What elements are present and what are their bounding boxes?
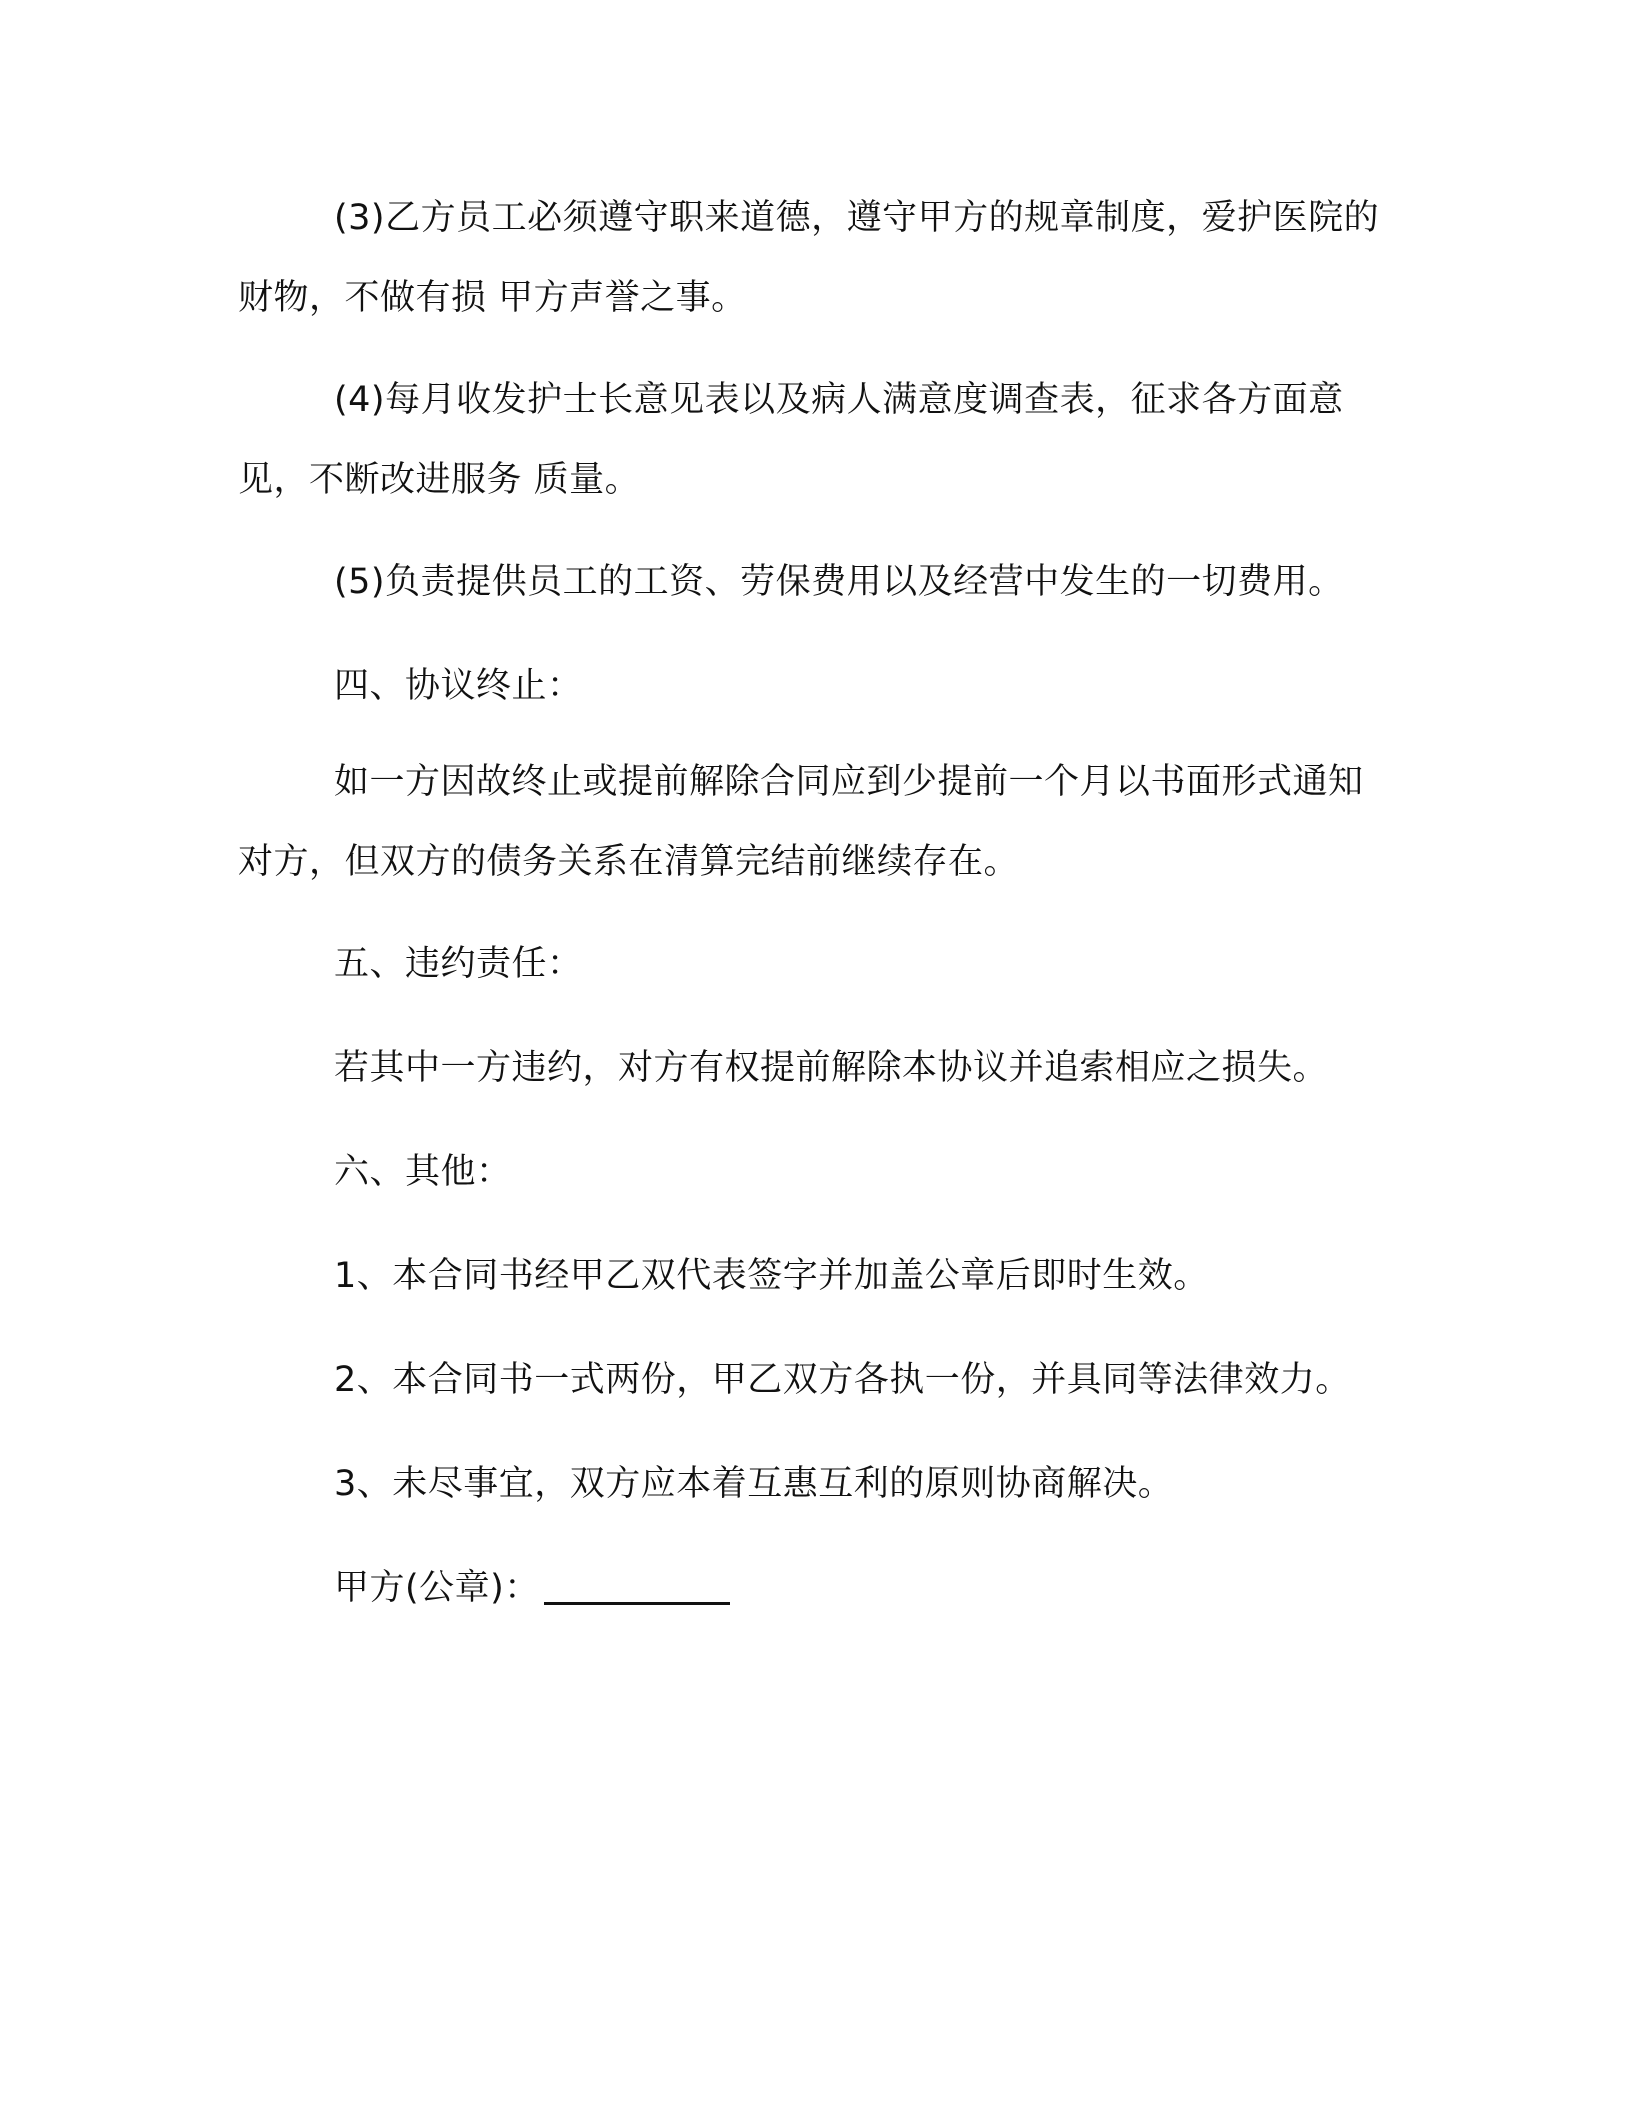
other-item-1: 1、本合同书经甲乙双代表签字并加盖公章后即时生效。 [334,1256,1209,1296]
other-item-3: 3、未尽事宜，双方应本着互惠互利的原则协商解决。 [334,1464,1174,1504]
signature-blank [544,1562,730,1605]
breach-paragraph: 若其中一方违约，对方有权提前解除本协议并追索相应之损失。 [334,1048,1329,1088]
clause-3-paragraph: (3)乙方员工必须遵守职来道德，遵守甲方的规章制度，爱护医院的财物，不做有损 甲方声誉之事。 [238,198,1380,318]
party-a-seal-label: 甲方(公章)： [334,1568,540,1608]
termination-paragraph: 如一方因故终止或提前解除合同应到少提前一个月以书面形式通知对方，但双方的债务关系在清算完结前继续存在。 [238,762,1364,882]
section-5-heading: 五、违约责任： [334,944,583,984]
clause-5-paragraph: (5)负责提供员工的工资、劳保费用以及经营中发生的一切费用。 [334,562,1344,602]
other-item-2: 2、本合同书一式两份，甲乙双方各执一份，并具同等法律效力。 [334,1360,1351,1400]
clause-4-paragraph: (4)每月收发护士长意见表以及病人满意度调查表，征求各方面意见，不断改进服务 质量。 [238,380,1344,500]
section-4-heading: 四、协议终止： [334,666,583,706]
party-a-signature-line [334,1548,1394,1628]
section-6-heading: 六、其他： [334,1152,512,1192]
